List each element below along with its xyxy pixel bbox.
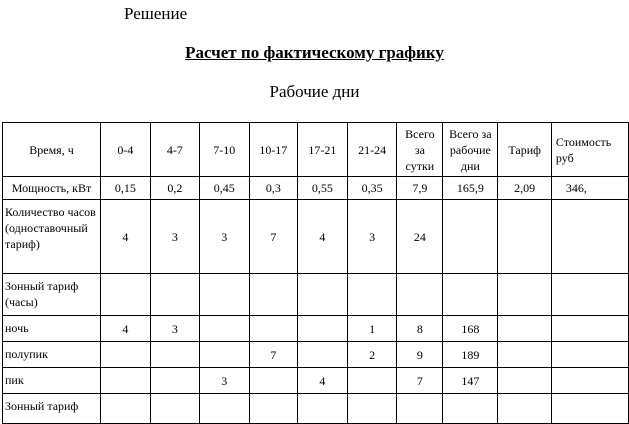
- cell: [397, 274, 443, 316]
- cell: [150, 342, 199, 368]
- header-cell-7-10: 7-10: [199, 123, 249, 177]
- cell: 0,2: [150, 177, 199, 200]
- cell: [498, 200, 551, 274]
- cell: [101, 342, 151, 368]
- cell: [551, 342, 628, 368]
- row-label: полупик: [3, 342, 101, 368]
- cell: [443, 274, 498, 316]
- cell: 168: [443, 316, 498, 342]
- document-title: Расчет по фактическому графику: [185, 43, 444, 62]
- table-row: [3, 177, 629, 200]
- cell: 346,: [551, 177, 628, 200]
- cell: 7: [397, 368, 443, 394]
- table-row: [3, 200, 629, 274]
- cell: 0,35: [347, 177, 397, 200]
- cell: [443, 394, 498, 424]
- cell: [101, 394, 151, 424]
- table-row: [3, 394, 629, 424]
- calculation-table: [2, 122, 629, 424]
- cell: [443, 200, 498, 274]
- cell: [551, 368, 628, 394]
- cell: 0,45: [199, 177, 249, 200]
- cell: [199, 316, 249, 342]
- row-label: пик: [3, 368, 101, 394]
- document-subtitle: Рабочие дни: [269, 82, 360, 101]
- cell: 3: [199, 200, 249, 274]
- header-cell-cost: Стоимость руб: [551, 123, 628, 177]
- cell: 2: [347, 342, 397, 368]
- cell: [249, 274, 297, 316]
- cell: [249, 394, 297, 424]
- cell: [298, 394, 348, 424]
- cell: [498, 342, 551, 368]
- cell: 4: [101, 316, 151, 342]
- table-row: [3, 274, 629, 316]
- cell: [199, 342, 249, 368]
- cell: 9: [397, 342, 443, 368]
- header-cell-total-day: Всего за сутки: [397, 123, 443, 177]
- cell: 165,9: [443, 177, 498, 200]
- cell: [298, 316, 348, 342]
- cell: 0,55: [298, 177, 348, 200]
- cell: 2,09: [498, 177, 551, 200]
- cell: [551, 274, 628, 316]
- table-header-row: [3, 123, 629, 177]
- cell: [298, 274, 348, 316]
- header-cell-17-21: 17-21: [298, 123, 348, 177]
- cell: [101, 368, 151, 394]
- cell: 189: [443, 342, 498, 368]
- cell: 4: [101, 200, 151, 274]
- cell: 0,15: [101, 177, 151, 200]
- row-label: Зонный тариф: [3, 394, 101, 424]
- cell: [397, 394, 443, 424]
- cell: 3: [150, 316, 199, 342]
- cell: [249, 368, 297, 394]
- cell: [551, 316, 628, 342]
- cell: 1: [347, 316, 397, 342]
- row-label: Количество часов (одноставочный тариф): [3, 200, 101, 274]
- cell: 4: [298, 368, 348, 394]
- cell: [498, 368, 551, 394]
- table-row: [3, 316, 629, 342]
- cell: 8: [397, 316, 443, 342]
- cell: [498, 394, 551, 424]
- cell: 3: [199, 368, 249, 394]
- row-label: ночь: [3, 316, 101, 342]
- table-row: [3, 368, 629, 394]
- cell: [347, 274, 397, 316]
- cell: [498, 274, 551, 316]
- cell: 0,3: [249, 177, 297, 200]
- cell: [101, 274, 151, 316]
- row-label: Зонный тариф (часы): [3, 274, 101, 316]
- cell: [347, 368, 397, 394]
- cell: [551, 200, 628, 274]
- cell: 7,9: [397, 177, 443, 200]
- cell: 3: [347, 200, 397, 274]
- header-cell-4-7: 4-7: [150, 123, 199, 177]
- cell: [498, 316, 551, 342]
- cell: [199, 394, 249, 424]
- cell: [150, 274, 199, 316]
- cell: 24: [397, 200, 443, 274]
- cell: [199, 274, 249, 316]
- cell: [298, 342, 348, 368]
- header-cell-total-workdays: Всего за рабочие дни: [443, 123, 498, 177]
- row-label: Мощность, кВт: [3, 177, 101, 200]
- cell: [551, 394, 628, 424]
- header-cell-21-24: 21-24: [347, 123, 397, 177]
- header-cell-0-4: 0-4: [101, 123, 151, 177]
- cell: [150, 394, 199, 424]
- cell: 7: [249, 342, 297, 368]
- cell: 4: [298, 200, 348, 274]
- cell: [150, 368, 199, 394]
- cell: [347, 394, 397, 424]
- table-row: [3, 342, 629, 368]
- cell: 7: [249, 200, 297, 274]
- header-cell-10-17: 10-17: [249, 123, 297, 177]
- header-cell-time: Время, ч: [3, 123, 101, 177]
- cell: 3: [150, 200, 199, 274]
- section-heading: Решение: [124, 4, 188, 23]
- cell: [249, 316, 297, 342]
- header-cell-tariff: Тариф: [498, 123, 551, 177]
- cell: 147: [443, 368, 498, 394]
